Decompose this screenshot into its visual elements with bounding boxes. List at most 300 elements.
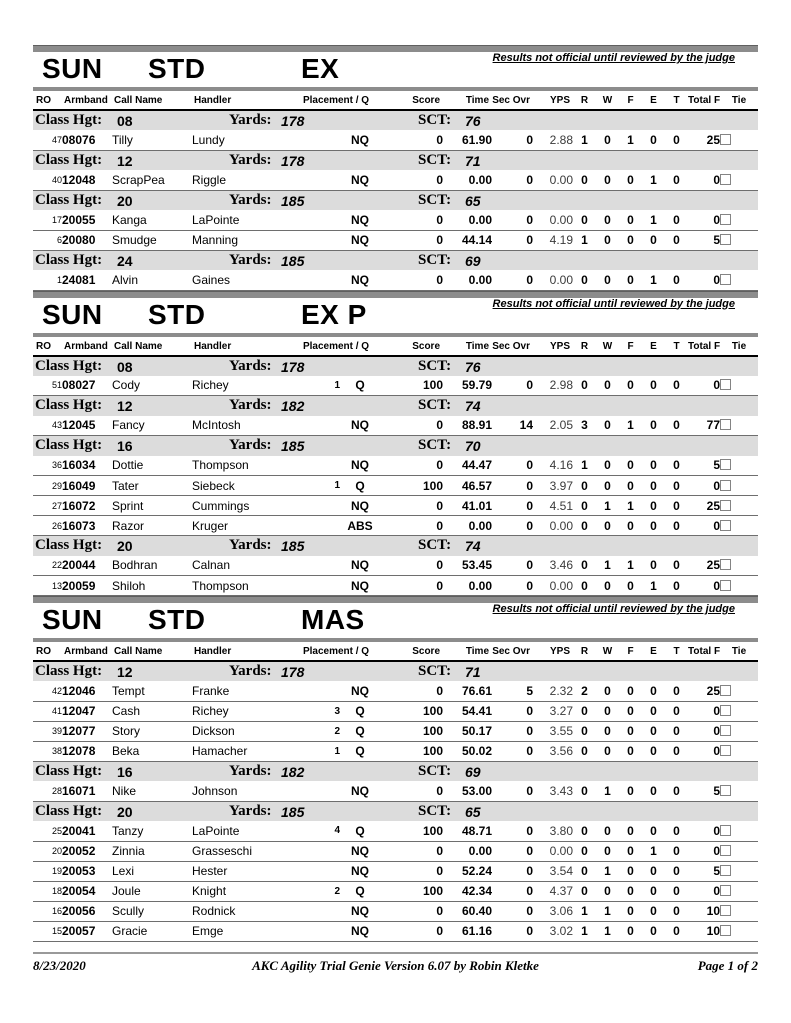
- result-row: [33, 841, 758, 861]
- class-height-row: [33, 250, 758, 270]
- r-cell: 0: [573, 576, 596, 596]
- sec-ovr-cell: 5: [492, 681, 533, 701]
- armband-cell: 20053: [62, 861, 112, 881]
- f-cell: 0: [619, 861, 642, 881]
- tie-checkbox: [720, 725, 731, 736]
- class-hgt-value: 08: [117, 113, 133, 129]
- r-cell: 0: [573, 476, 596, 496]
- sec-ovr-cell: 0: [492, 741, 533, 761]
- f-cell: 0: [619, 701, 642, 721]
- t-cell: 0: [665, 861, 688, 881]
- t-cell: 0: [665, 576, 688, 596]
- ro-cell: 43: [33, 416, 62, 436]
- yards-value: 178: [281, 152, 305, 169]
- sct-label: SCT:: [418, 191, 452, 208]
- section-title-row: [33, 298, 758, 332]
- sct-value: 76: [465, 358, 481, 375]
- col-time: Time: [443, 337, 492, 356]
- yards-value: 178: [281, 113, 305, 129]
- w-cell: 0: [596, 516, 619, 536]
- sct-label: SCT:: [418, 357, 452, 374]
- armband-cell: 12047: [62, 701, 112, 721]
- r-cell: 1: [573, 456, 596, 476]
- yps-cell: 4.51: [533, 496, 573, 516]
- r-cell: 0: [573, 741, 596, 761]
- title-class: STD: [148, 53, 206, 84]
- handler-cell: Hester: [192, 861, 292, 881]
- sec-ovr-cell: 0: [492, 230, 533, 250]
- class-hgt-label: Class Hgt:: [35, 802, 103, 819]
- q-cell: NQ: [340, 861, 380, 881]
- ro-cell: 27: [33, 496, 62, 516]
- col-score: Score: [380, 91, 443, 110]
- title-day: SUN: [42, 604, 103, 635]
- r-cell: 0: [573, 516, 596, 536]
- yps-cell: 2.05: [533, 416, 573, 436]
- tie-cell: [720, 721, 758, 741]
- r-cell: 0: [573, 496, 596, 516]
- w-cell: 0: [596, 270, 619, 290]
- page-footer: [33, 952, 758, 974]
- score-cell: 0: [380, 556, 443, 576]
- q-cell: NQ: [340, 901, 380, 921]
- class-height-row: [33, 536, 758, 556]
- result-row: [33, 496, 758, 516]
- tie-cell: [720, 456, 758, 476]
- e-cell: 1: [642, 210, 665, 230]
- class-height-row: [33, 110, 758, 130]
- placement-cell: [292, 921, 340, 941]
- sct-value: 76: [465, 113, 481, 129]
- class-height-cell: [33, 801, 758, 821]
- e-cell: 0: [642, 681, 665, 701]
- f-cell: 0: [619, 901, 642, 921]
- armband-cell: 16034: [62, 456, 112, 476]
- result-row: [33, 861, 758, 881]
- tie-cell: [720, 516, 758, 536]
- result-row: [33, 881, 758, 901]
- tie-cell: [720, 556, 758, 576]
- col-ro: RO: [33, 337, 62, 356]
- t-cell: 0: [665, 270, 688, 290]
- result-row: [33, 130, 758, 150]
- section-divider-bar: [33, 291, 758, 298]
- r-cell: 0: [573, 270, 596, 290]
- sct-label: SCT:: [418, 437, 452, 453]
- section-title-row: [33, 603, 758, 637]
- tie-cell: [720, 576, 758, 596]
- col-t: T: [665, 642, 688, 661]
- q-cell: NQ: [340, 496, 380, 516]
- w-cell: 0: [596, 230, 619, 250]
- col-armband: Armband: [62, 337, 112, 356]
- sct-value: 74: [465, 538, 481, 554]
- total-f-cell: 5: [688, 861, 720, 881]
- total-f-cell: 0: [688, 210, 720, 230]
- r-cell: 0: [573, 781, 596, 801]
- tie-checkbox: [720, 685, 731, 696]
- placement-cell: 1: [292, 476, 340, 496]
- result-row: [33, 456, 758, 476]
- col-sec-ovr: Sec Ovr: [492, 337, 533, 356]
- class-hgt-label: Class Hgt:: [35, 151, 103, 168]
- f-cell: 0: [619, 376, 642, 396]
- col-f: F: [619, 642, 642, 661]
- q-cell: Q: [340, 476, 380, 496]
- results-table: [33, 91, 758, 291]
- call-name-cell: Sprint: [112, 496, 192, 516]
- f-cell: 1: [619, 130, 642, 150]
- placement-cell: [292, 901, 340, 921]
- table-header: [33, 337, 758, 356]
- class-height-cell: [33, 536, 758, 556]
- sec-ovr-cell: 0: [492, 821, 533, 841]
- total-f-cell: 25: [688, 556, 720, 576]
- call-name-cell: Tanzy: [112, 821, 192, 841]
- results-table: [33, 337, 758, 597]
- sct-value: 65: [465, 803, 481, 820]
- r-cell: 0: [573, 701, 596, 721]
- sct-value: 69: [465, 252, 481, 269]
- t-cell: 0: [665, 170, 688, 190]
- q-cell: NQ: [340, 781, 380, 801]
- result-row: [33, 516, 758, 536]
- handler-cell: Richey: [192, 701, 292, 721]
- placement-cell: [292, 576, 340, 596]
- e-cell: 0: [642, 516, 665, 536]
- w-cell: 1: [596, 921, 619, 941]
- result-row: [33, 681, 758, 701]
- col-placement-q: Placement / Q: [292, 337, 380, 356]
- total-f-cell: 0: [688, 701, 720, 721]
- col-call-name: Call Name: [112, 337, 192, 356]
- armband-cell: 16049: [62, 476, 112, 496]
- col-handler: Handler: [192, 91, 292, 110]
- t-cell: 0: [665, 376, 688, 396]
- time-cell: 48.71: [443, 821, 492, 841]
- f-cell: 0: [619, 881, 642, 901]
- placement-cell: [292, 496, 340, 516]
- result-row: [33, 476, 758, 496]
- r-cell: 0: [573, 841, 596, 861]
- sec-ovr-cell: 0: [492, 861, 533, 881]
- tie-cell: [720, 701, 758, 721]
- call-name-cell: Kanga: [112, 210, 192, 230]
- r-cell: 0: [573, 376, 596, 396]
- tie-checkbox: [720, 865, 731, 876]
- score-cell: 0: [380, 130, 443, 150]
- handler-cell: Siebeck: [192, 476, 292, 496]
- f-cell: 0: [619, 821, 642, 841]
- ro-cell: 36: [33, 456, 62, 476]
- total-f-cell: 0: [688, 516, 720, 536]
- ro-cell: 15: [33, 921, 62, 941]
- col-total-f: Total F: [688, 642, 720, 661]
- results-notice: Results not official until reviewed by the judge: [492, 297, 735, 310]
- call-name-cell: Fancy: [112, 416, 192, 436]
- col-yps: YPS: [533, 91, 573, 110]
- col-yps: YPS: [533, 642, 573, 661]
- sct-value: 69: [465, 763, 481, 780]
- q-cell: ABS: [340, 516, 380, 536]
- e-cell: 0: [642, 861, 665, 881]
- armband-cell: 12078: [62, 741, 112, 761]
- tie-checkbox: [720, 214, 731, 225]
- class-hgt-value: 20: [117, 192, 133, 209]
- q-cell: Q: [340, 741, 380, 761]
- total-f-cell: 25: [688, 496, 720, 516]
- score-cell: 0: [380, 270, 443, 290]
- e-cell: 0: [642, 230, 665, 250]
- yps-cell: 4.37: [533, 881, 573, 901]
- total-f-cell: 10: [688, 901, 720, 921]
- e-cell: 0: [642, 476, 665, 496]
- q-cell: Q: [340, 821, 380, 841]
- time-cell: 50.17: [443, 721, 492, 741]
- armband-cell: 20055: [62, 210, 112, 230]
- e-cell: 0: [642, 721, 665, 741]
- ro-cell: 41: [33, 701, 62, 721]
- r-cell: 0: [573, 170, 596, 190]
- call-name-cell: Dottie: [112, 456, 192, 476]
- score-cell: 0: [380, 210, 443, 230]
- class-hgt-label: Class Hgt:: [35, 762, 103, 779]
- col-w: W: [596, 337, 619, 356]
- col-t: T: [665, 91, 688, 110]
- title-day: SUN: [42, 53, 103, 84]
- handler-cell: Lundy: [192, 130, 292, 150]
- class-hgt-value: 20: [117, 803, 133, 820]
- score-cell: 0: [380, 416, 443, 436]
- tie-cell: [720, 210, 758, 230]
- total-f-cell: 0: [688, 741, 720, 761]
- ro-cell: 26: [33, 516, 62, 536]
- armband-cell: 12048: [62, 170, 112, 190]
- call-name-cell: ScrapPea: [112, 170, 192, 190]
- results-table: [33, 642, 758, 942]
- r-cell: 0: [573, 861, 596, 881]
- col-total-f: Total F: [688, 337, 720, 356]
- time-cell: 0.00: [443, 576, 492, 596]
- tie-checkbox: [720, 134, 731, 145]
- yps-cell: 2.88: [533, 130, 573, 150]
- time-cell: 53.45: [443, 556, 492, 576]
- placement-cell: [292, 230, 340, 250]
- col-f: F: [619, 337, 642, 356]
- w-cell: 1: [596, 496, 619, 516]
- tie-cell: [720, 921, 758, 941]
- w-cell: 1: [596, 901, 619, 921]
- w-cell: 0: [596, 210, 619, 230]
- ro-cell: 22: [33, 556, 62, 576]
- f-cell: 0: [619, 921, 642, 941]
- result-row: [33, 556, 758, 576]
- e-cell: 0: [642, 416, 665, 436]
- armband-cell: 20052: [62, 841, 112, 861]
- sct-label: SCT:: [418, 397, 452, 413]
- time-cell: 59.79: [443, 376, 492, 396]
- total-f-cell: 25: [688, 130, 720, 150]
- class-height-cell: [33, 436, 758, 456]
- result-row: [33, 270, 758, 290]
- armband-cell: 12045: [62, 416, 112, 436]
- w-cell: 0: [596, 170, 619, 190]
- e-cell: 1: [642, 576, 665, 596]
- q-cell: Q: [340, 701, 380, 721]
- tie-cell: [720, 841, 758, 861]
- t-cell: 0: [665, 881, 688, 901]
- time-cell: 46.57: [443, 476, 492, 496]
- class-height-cell: [33, 250, 758, 270]
- sec-ovr-cell: 0: [492, 170, 533, 190]
- handler-cell: Riggle: [192, 170, 292, 190]
- e-cell: 0: [642, 821, 665, 841]
- w-cell: 1: [596, 861, 619, 881]
- sct-label: SCT:: [418, 112, 452, 128]
- score-cell: 0: [380, 496, 443, 516]
- e-cell: 0: [642, 921, 665, 941]
- call-name-cell: Beka: [112, 741, 192, 761]
- class-height-cell: [33, 396, 758, 416]
- sec-ovr-cell: 0: [492, 210, 533, 230]
- col-e: E: [642, 337, 665, 356]
- sec-ovr-cell: 0: [492, 841, 533, 861]
- sct-label: SCT:: [418, 151, 452, 168]
- t-cell: 0: [665, 781, 688, 801]
- col-r: R: [573, 337, 596, 356]
- handler-cell: Cummings: [192, 496, 292, 516]
- w-cell: 0: [596, 741, 619, 761]
- col-sec-ovr: Sec Ovr: [492, 642, 533, 661]
- score-cell: 0: [380, 901, 443, 921]
- score-cell: 0: [380, 681, 443, 701]
- handler-cell: Dickson: [192, 721, 292, 741]
- yards-label: Yards:: [229, 802, 272, 819]
- col-e: E: [642, 91, 665, 110]
- yards-value: 185: [281, 538, 305, 554]
- f-cell: 0: [619, 781, 642, 801]
- tie-checkbox: [720, 174, 731, 185]
- tie-cell: [720, 741, 758, 761]
- col-time: Time: [443, 642, 492, 661]
- placement-cell: [292, 416, 340, 436]
- total-f-cell: 5: [688, 781, 720, 801]
- ro-cell: 6: [33, 230, 62, 250]
- e-cell: 0: [642, 556, 665, 576]
- yards-value: 182: [281, 763, 305, 780]
- col-ro: RO: [33, 642, 62, 661]
- placement-cell: [292, 456, 340, 476]
- yards-value: 178: [281, 358, 305, 375]
- class-hgt-label: Class Hgt:: [35, 663, 103, 679]
- col-r: R: [573, 91, 596, 110]
- class-height-row: [33, 356, 758, 376]
- footer-generator: AKC Agility Trial Genie Version 6.07 by Robin Kletke: [252, 957, 539, 973]
- sec-ovr-cell: 0: [492, 701, 533, 721]
- col-w: W: [596, 91, 619, 110]
- class-height-row: [33, 801, 758, 821]
- class-height-row: [33, 396, 758, 416]
- handler-cell: Kruger: [192, 516, 292, 536]
- armband-cell: 12046: [62, 681, 112, 701]
- ro-cell: 16: [33, 901, 62, 921]
- q-cell: NQ: [340, 130, 380, 150]
- call-name-cell: Joule: [112, 881, 192, 901]
- yps-cell: 4.19: [533, 230, 573, 250]
- q-cell: NQ: [340, 416, 380, 436]
- score-cell: 0: [380, 576, 443, 596]
- yps-cell: 0.00: [533, 170, 573, 190]
- class-hgt-value: 24: [117, 252, 133, 269]
- call-name-cell: Smudge: [112, 230, 192, 250]
- q-cell: NQ: [340, 681, 380, 701]
- handler-cell: Emge: [192, 921, 292, 941]
- call-name-cell: Razor: [112, 516, 192, 536]
- r-cell: 0: [573, 821, 596, 841]
- score-cell: 0: [380, 841, 443, 861]
- handler-cell: LaPointe: [192, 210, 292, 230]
- score-cell: 100: [380, 721, 443, 741]
- total-f-cell: 77: [688, 416, 720, 436]
- f-cell: 0: [619, 721, 642, 741]
- ro-cell: 20: [33, 841, 62, 861]
- table-body: [33, 661, 758, 941]
- e-cell: 0: [642, 741, 665, 761]
- col-tie: Tie: [720, 91, 758, 110]
- armband-cell: 08027: [62, 376, 112, 396]
- tie-checkbox: [720, 480, 731, 491]
- sec-ovr-cell: 0: [492, 721, 533, 741]
- armband-cell: 20059: [62, 576, 112, 596]
- t-cell: 0: [665, 416, 688, 436]
- tie-checkbox: [720, 580, 731, 591]
- result-row: [33, 821, 758, 841]
- tie-checkbox: [720, 785, 731, 796]
- time-cell: 44.14: [443, 230, 492, 250]
- yards-value: 178: [281, 664, 305, 680]
- time-cell: 0.00: [443, 516, 492, 536]
- armband-cell: 16071: [62, 781, 112, 801]
- f-cell: 0: [619, 170, 642, 190]
- w-cell: 0: [596, 721, 619, 741]
- total-f-cell: 0: [688, 841, 720, 861]
- t-cell: 0: [665, 516, 688, 536]
- armband-cell: 20054: [62, 881, 112, 901]
- time-cell: 44.47: [443, 456, 492, 476]
- tie-cell: [720, 781, 758, 801]
- yards-value: 185: [281, 252, 305, 269]
- e-cell: 0: [642, 881, 665, 901]
- armband-cell: 20057: [62, 921, 112, 941]
- class-hgt-label: Class Hgt:: [35, 251, 103, 268]
- section-divider-bar: [33, 45, 758, 52]
- placement-cell: [292, 781, 340, 801]
- class-hgt-label: Class Hgt:: [35, 537, 103, 553]
- handler-cell: Calnan: [192, 556, 292, 576]
- class-hgt-value: 16: [117, 438, 133, 454]
- sec-ovr-cell: 0: [492, 901, 533, 921]
- t-cell: 0: [665, 841, 688, 861]
- t-cell: 0: [665, 681, 688, 701]
- r-cell: 1: [573, 230, 596, 250]
- q-cell: NQ: [340, 456, 380, 476]
- yps-cell: 0.00: [533, 841, 573, 861]
- score-cell: 0: [380, 921, 443, 941]
- ro-cell: 1: [33, 270, 62, 290]
- t-cell: 0: [665, 130, 688, 150]
- w-cell: 0: [596, 841, 619, 861]
- class-hgt-value: 20: [117, 538, 133, 554]
